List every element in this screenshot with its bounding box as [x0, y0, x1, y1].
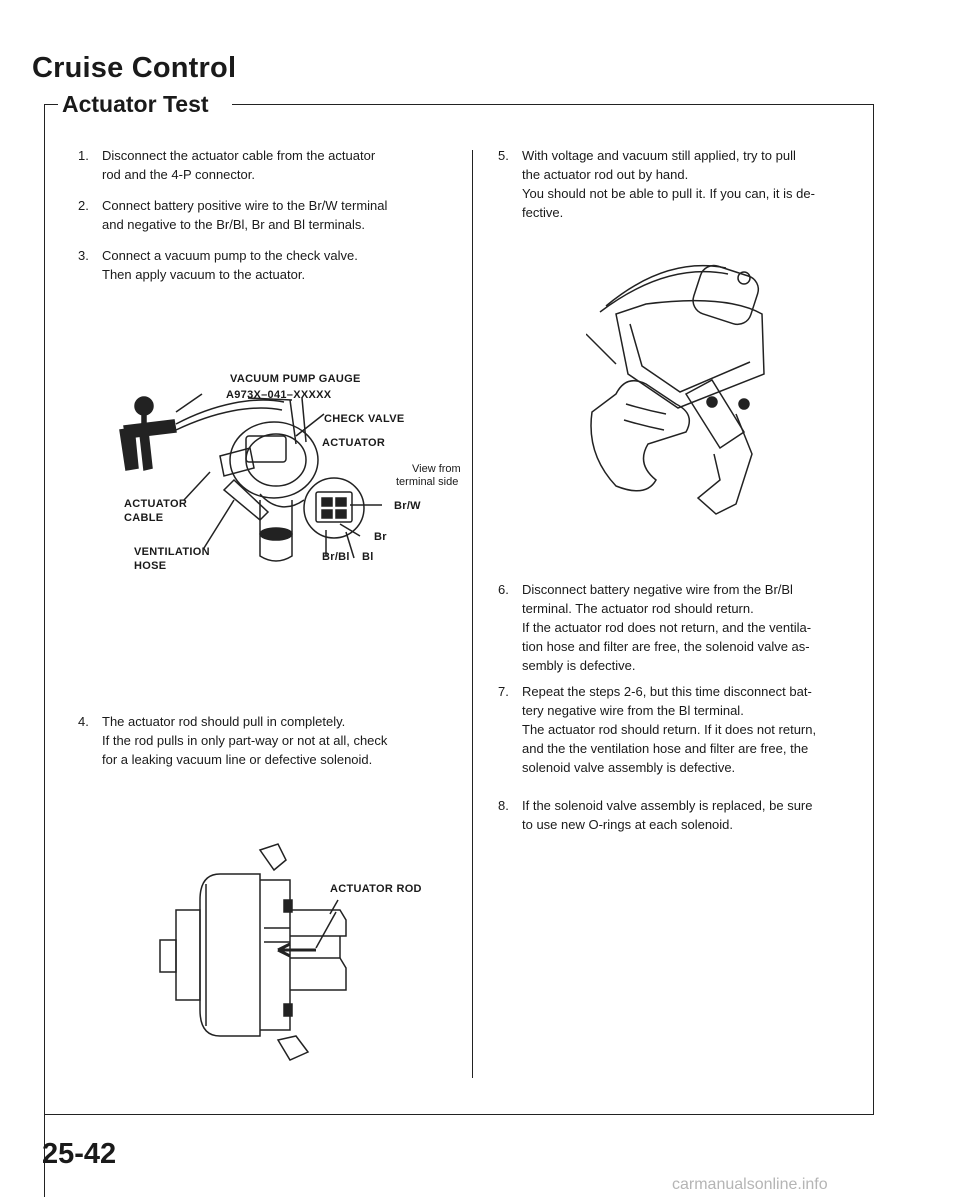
step-line: Connect battery positive wire to the Br/W terminal [102, 198, 388, 213]
step-line: The actuator rod should pull in completely. [102, 714, 346, 729]
page-number: 25-42 [42, 1138, 117, 1170]
hand [591, 381, 689, 491]
actuator-rod [290, 910, 346, 936]
step-3 [78, 246, 448, 286]
step-5 [498, 146, 868, 226]
step-number: 7. [498, 684, 509, 699]
frame-line [232, 104, 874, 105]
step-number: 1. [78, 148, 89, 163]
step-line: With voltage and vacuum still applied, try to pull [522, 148, 796, 163]
step-number: 5. [498, 148, 509, 163]
step-line: Repeat the steps 2-6, but this time disconnect bat- [522, 684, 812, 699]
step-line: fective. [522, 205, 564, 220]
step-line: and the the ventilation hose and filter are free, the [522, 741, 809, 756]
frame-line [44, 1114, 874, 1115]
step-line: The actuator rod should return. If it does not return, [522, 722, 817, 737]
label-terminal-side: terminal side [396, 476, 459, 488]
leader-line [316, 912, 336, 948]
step-line: sembly is defective. [522, 658, 636, 673]
step-number: 6. [498, 582, 509, 597]
step-4 [78, 712, 458, 772]
section-title: Actuator Test [62, 91, 209, 117]
label-ventilation-hose: HOSE [134, 560, 167, 572]
label-actuator-rod: ACTUATOR ROD [330, 883, 422, 895]
label-br: Br [374, 531, 387, 543]
step-line: tion hose and filter are free, the solenoid valve as- [522, 639, 810, 654]
actuator-housing [200, 874, 260, 1036]
hand-pull-diagram [586, 254, 786, 530]
step-line: If the actuator rod does not return, and the ventila- [522, 620, 812, 635]
step-line: If the solenoid valve assembly is replaced, be sure [522, 798, 813, 813]
step-line: Disconnect battery negative wire from the Br/Bl [522, 582, 793, 597]
actuator-rod-diagram [140, 840, 470, 1070]
actuator-rod-bracket [686, 380, 744, 448]
column-divider [472, 150, 473, 1078]
step-line: to use new O-rings at each solenoid. [522, 817, 734, 832]
label-ventilation-hose: VENTILATION [134, 546, 210, 558]
step-line: for a leaking vacuum line or defective solenoid. [102, 752, 373, 767]
step-line: solenoid valve assembly is defective. [522, 760, 736, 775]
frame-line [44, 104, 45, 1197]
step-line: Disconnect the actuator cable from the actuator [102, 148, 376, 163]
step-line: rod and the 4-P connector. [102, 167, 255, 182]
leader-line [176, 394, 202, 412]
step-6 [498, 580, 868, 680]
watermark: carmanualsonline.info [672, 1176, 828, 1193]
step-1 [78, 146, 448, 186]
label-gauge-part-number: A973X–041–XXXXX [226, 389, 332, 401]
label-check-valve: CHECK VALVE [324, 413, 405, 425]
step-2 [78, 196, 448, 236]
label-br-bl: Br/Bl [322, 551, 350, 563]
step-line: tery negative wire from the Bl terminal. [522, 703, 744, 718]
step-line: the actuator rod out by hand. [522, 167, 689, 182]
label-actuator-cable: ACTUATOR [124, 498, 188, 510]
leader-line [296, 414, 324, 436]
pump-handle [120, 428, 138, 470]
step-line: terminal. The actuator rod should return. [522, 601, 754, 616]
step-number: 3. [78, 248, 89, 263]
connector-view [304, 478, 364, 538]
label-bl: Bl [362, 551, 374, 563]
step-number: 2. [78, 198, 89, 213]
step-8 [498, 796, 868, 836]
label-view-from: View from [412, 463, 461, 475]
step-line: If the rod pulls in only part-way or not at all, check [102, 733, 388, 748]
step-line: Connect a vacuum pump to the check valve. [102, 248, 358, 263]
label-vacuum-pump-gauge: VACUUM PUMP GAUGE [230, 373, 361, 385]
page-title: Cruise Control [32, 52, 237, 84]
step-7 [498, 682, 868, 782]
label-br-w: Br/W [394, 500, 421, 512]
frame-line [44, 104, 58, 105]
step-line: You should not be able to pull it. If you can, it is de- [522, 186, 815, 201]
step-number: 4. [78, 714, 89, 729]
label-actuator: ACTUATOR [322, 437, 386, 449]
step-line: and negative to the Br/Bl, Br and Bl terminals. [102, 217, 366, 232]
step-number: 8. [498, 798, 509, 813]
label-actuator-cable: CABLE [124, 512, 164, 524]
step-line: Then apply vacuum to the actuator. [102, 267, 306, 282]
frame-line [873, 104, 874, 1115]
